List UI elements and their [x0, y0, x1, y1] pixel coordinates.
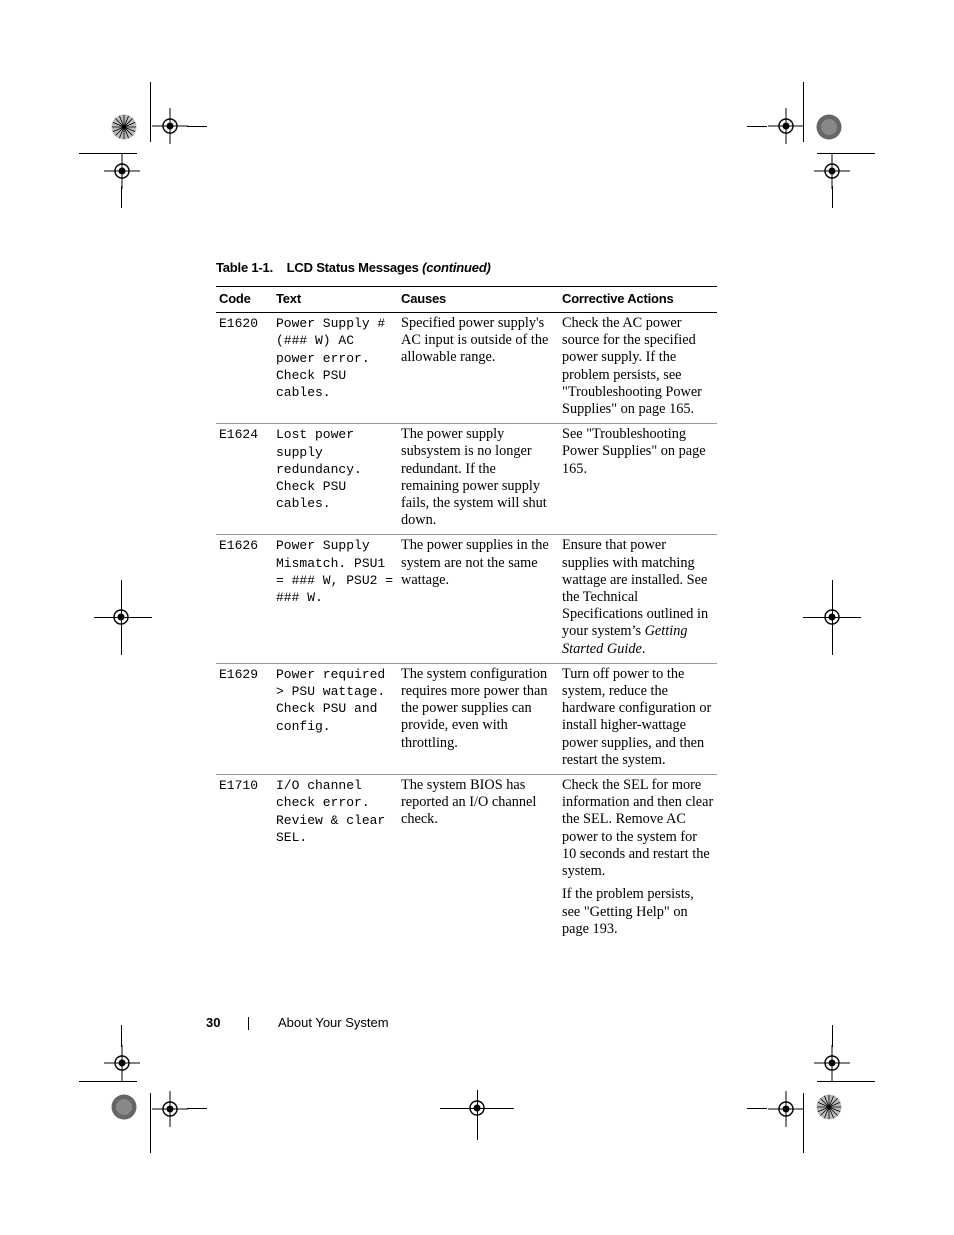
header-text: Text: [273, 287, 398, 313]
header-code: Code: [216, 287, 273, 313]
cell-code: E1624: [216, 424, 273, 535]
table-title: LCD Status Messages: [286, 260, 419, 275]
registration-target-icon: [104, 153, 140, 189]
cell-text: I/O channel check error. Review & clear SEL.: [276, 778, 386, 845]
cell-causes: The power supply subsystem is no longer redundant. If the remaining power supply fails, the system will shut down.: [398, 424, 559, 535]
guide-title: Getting Started Guide: [562, 623, 688, 657]
registration-target-icon: [814, 599, 850, 635]
star-target-icon: [816, 1094, 842, 1120]
cell-actions: [559, 313, 717, 424]
table-row: [216, 424, 717, 535]
registration-target-icon: [459, 1090, 495, 1126]
cell-causes: Specified power supply's AC input is outside of the allowable range.: [398, 313, 559, 424]
table-row: [216, 663, 717, 774]
action-text: Ensure that power supplies with matching wattage are installed. See the Technical Specifications outlined in your system’s: [562, 537, 709, 640]
table-continued: (continued): [422, 260, 491, 275]
table-row: [216, 313, 717, 424]
table-header-row: [216, 287, 717, 313]
header-corrective-actions: Corrective Actions: [559, 287, 717, 313]
registration-target-icon: [152, 108, 188, 144]
action-paragraph: Check the AC power source for the specified power supply. If the problem persists, see "Troubleshooting Power Supplies" on page 165.: [562, 315, 702, 418]
cell-causes: The system configuration requires more power than the power supplies can provide, even with throttling.: [398, 663, 559, 774]
table-row: [216, 535, 717, 663]
cell-code: E1620: [216, 313, 273, 424]
cell-causes: The system BIOS has reported an I/O channel check.: [401, 777, 537, 828]
cell-text: Power required > PSU wattage. Check PSU and config.: [273, 663, 398, 774]
lcd-status-table: [216, 286, 717, 943]
gray-dot-icon: [111, 1094, 137, 1120]
header-causes: Causes: [398, 287, 559, 313]
registration-target-icon: [768, 1091, 804, 1127]
action-paragraph: See "Troubleshooting Power Supplies" on page 165.: [562, 426, 706, 477]
cell-causes: The power supplies in the system are not the same wattage.: [398, 535, 559, 663]
registration-target-icon: [814, 1045, 850, 1081]
registration-target-icon: [814, 153, 850, 189]
footer-divider: [248, 1017, 249, 1030]
cell-code: E1710: [219, 778, 259, 794]
table-row: [216, 775, 717, 943]
action-text-end: .: [641, 640, 646, 657]
table-caption: [216, 260, 491, 275]
cell-code: E1629: [216, 663, 273, 774]
cell-actions: [559, 775, 717, 943]
page-number: 30: [206, 1015, 221, 1030]
table-number: Table 1-1.: [216, 260, 274, 275]
cell-actions: [559, 535, 717, 663]
cell-text: Power Supply # (### W) AC power error. Check PSU cables.: [273, 313, 398, 424]
action-paragraph: Turn off power to the system, reduce the hardware configuration or install higher-wattage power supplies, and then restart the system.: [562, 665, 712, 768]
cell-text: Power Supply Mismatch. PSU1 = ### W, PSU2 = ### W.: [273, 535, 398, 663]
registration-target-icon: [103, 599, 139, 635]
cell-text: Lost power supply redundancy. Check PSU cables.: [273, 424, 398, 535]
registration-target-icon: [768, 108, 804, 144]
registration-target-icon: [104, 1045, 140, 1081]
cell-code: E1626: [216, 535, 273, 663]
gray-dot-icon: [816, 114, 842, 140]
action-paragraph: Check the SEL for more information and then clear the SEL. Remove AC power to the system for 10 seconds and restart the system.: [562, 777, 714, 880]
registration-target-icon: [152, 1091, 188, 1127]
cell-actions: [559, 663, 717, 774]
cell-actions: [559, 424, 717, 535]
running-footer-title: About Your System: [278, 1015, 389, 1030]
action-paragraph: [562, 537, 714, 657]
action-paragraph: If the problem persists, see "Getting Help" on page 193.: [562, 886, 694, 937]
star-target-icon: [111, 114, 137, 140]
